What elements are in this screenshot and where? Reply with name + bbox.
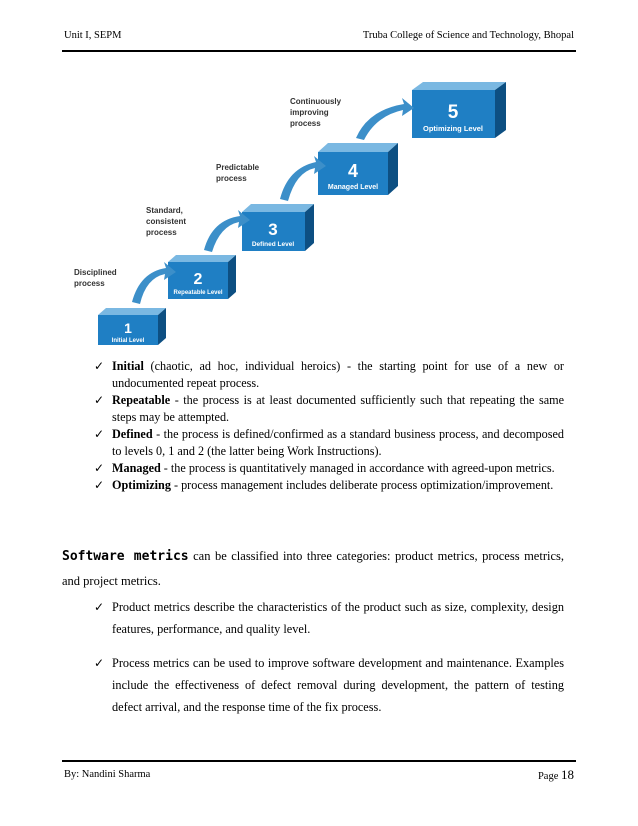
- page-header: [62, 24, 576, 52]
- list-item: [94, 652, 564, 718]
- level-1-number: 1: [124, 320, 132, 336]
- metrics-description: Product metrics describe the characteristics of the product such as size, complexity, design features, performance, and quality level.: [112, 600, 564, 636]
- level-description: - the process is quantitatively managed in accordance with agreed-upon metrics.: [160, 461, 555, 475]
- checkmark-icon: ✓: [94, 600, 105, 614]
- software-metrics-intro-text: can be classified into three categories: product metrics, process metrics, and project metrics.: [62, 549, 565, 588]
- level-term: Initial: [112, 359, 144, 373]
- level-5-number: 5: [447, 102, 459, 123]
- level-3-number: 3: [268, 220, 278, 239]
- level-2-name: Repeatable Level: [173, 290, 223, 296]
- checkmark-icon: ✓: [94, 393, 105, 407]
- arrow-4-to-5: [356, 98, 414, 140]
- level-1-name: Initial Level: [111, 338, 145, 344]
- level-3-name: Defined Level: [251, 241, 295, 248]
- annotation-3-line-2: process: [216, 174, 247, 183]
- list-item: [94, 460, 564, 477]
- level-term: Repeatable: [112, 393, 171, 407]
- checkmark-icon: ✓: [94, 478, 105, 492]
- list-item: [94, 596, 564, 640]
- level-description: - process management includes deliberate process optimization/improvement.: [170, 478, 554, 492]
- software-metrics-term: Software metrics: [62, 549, 189, 564]
- header-unit: Unit I, SEPM: [64, 30, 122, 41]
- level-description: (chaotic, ad hoc, individual heroics) - the starting point for use of a new or undocumented repeat process.: [112, 359, 564, 390]
- list-item: [94, 358, 564, 392]
- annotation-1-line-1: Disciplined: [74, 268, 117, 277]
- annotation-2-line-1: Standard,: [146, 206, 183, 215]
- header-college: Truba College of Science and Technology, Bhopal: [362, 30, 574, 41]
- level-5-name: Optimizing Level: [422, 124, 484, 133]
- checkmark-icon: ✓: [94, 656, 105, 670]
- footer-author: By: Nandini Sharma: [64, 769, 151, 780]
- level-5-cube: [412, 82, 506, 138]
- metrics-list: [94, 596, 564, 730]
- page-footer: [62, 760, 576, 786]
- level-2-number: 2: [193, 271, 203, 288]
- software-metrics-intro: [62, 544, 564, 593]
- list-item: [94, 477, 564, 494]
- annotation-2-line-2: consistent: [146, 217, 187, 226]
- page-label: Page: [537, 771, 559, 782]
- level-4-number: 4: [347, 161, 359, 181]
- level-4-cube: [318, 143, 398, 195]
- page-number-value: 18: [561, 767, 574, 782]
- level-term: Defined: [112, 427, 153, 441]
- page-number: [538, 767, 574, 783]
- checkmark-icon: ✓: [94, 359, 105, 373]
- level-description: - the process is at least documented sufficiently such that repeating the same steps may be attempted.: [112, 393, 564, 424]
- level-4-name: Managed Level: [327, 184, 379, 191]
- list-item: [94, 392, 564, 426]
- level-1-cube: [98, 308, 166, 345]
- level-description: - the process is defined/confirmed as a standard business process, and decomposed to levels 0, 1 and 2 (the latter being Work Instructions).: [112, 427, 564, 458]
- checkmark-icon: ✓: [94, 427, 105, 441]
- metrics-description: Process metrics can be used to improve software development and maintenance. Examples include the effectiveness of defect removal during development, the pattern of testing defect arrival, and the response time of the fix process.: [112, 656, 564, 714]
- list-item: [94, 426, 564, 460]
- level-3-cube: [242, 204, 314, 251]
- level-term: Optimizing: [112, 478, 171, 492]
- annotation-4-line-3: process: [290, 119, 321, 128]
- maturity-levels-list: [94, 358, 564, 494]
- annotation-3-line-1: Predictable: [216, 163, 260, 172]
- level-2-cube: [168, 255, 236, 299]
- checkmark-icon: ✓: [94, 461, 105, 475]
- level-term: Managed: [112, 461, 161, 475]
- annotation-4-line-2: improving: [290, 108, 329, 117]
- annotation-4-line-1: Continuously: [290, 97, 342, 106]
- annotation-1-line-2: process: [74, 279, 105, 288]
- maturity-levels-diagram: [70, 82, 530, 352]
- annotation-2-line-3: process: [146, 228, 177, 237]
